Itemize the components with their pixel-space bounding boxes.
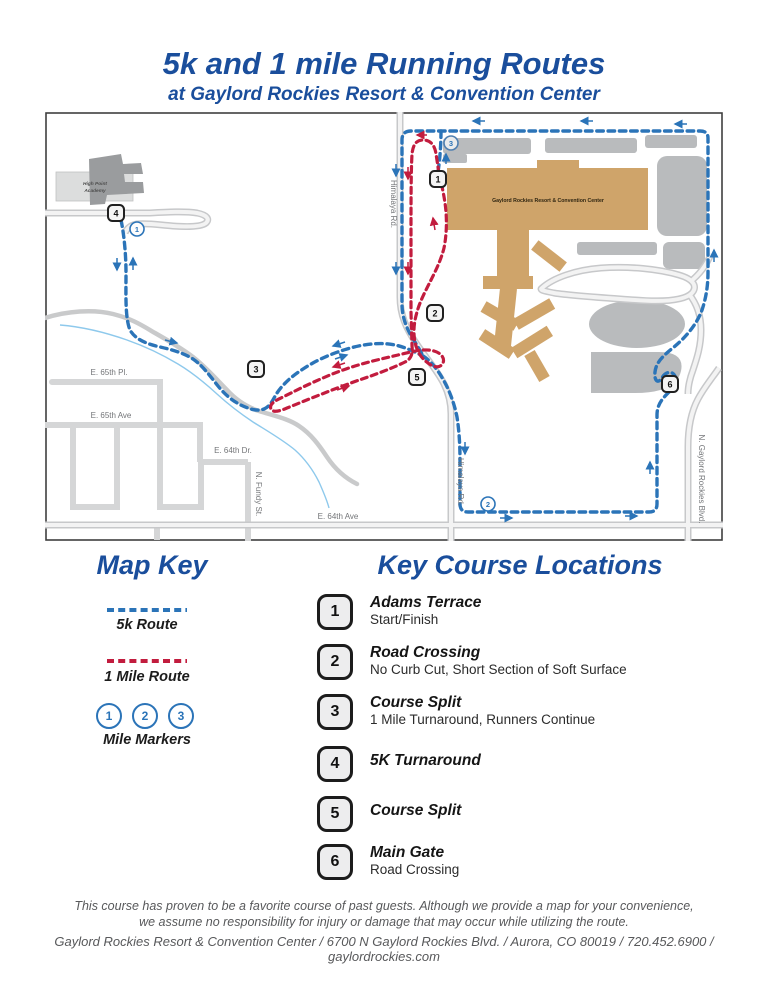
academy-label-line2: Academy <box>84 189 106 194</box>
location-badge-6: 6 <box>317 844 353 880</box>
legend-5k-dash-sample <box>104 607 190 613</box>
location-marker-3 <box>248 361 264 377</box>
location-title-6: Main Gate <box>370 844 445 861</box>
street-label-himalaya-south: Himalaya Rd. <box>456 457 465 507</box>
map-key-title: Map Key <box>96 550 208 580</box>
svg-text:2: 2 <box>485 499 491 509</box>
location-item-6 <box>317 844 717 880</box>
disclaimer-line1: This course has proven to be a favorite course of past guests. Although we provide a map for your convenience, <box>74 899 694 913</box>
location-marker-4 <box>108 205 124 221</box>
location-badge-3: 3 <box>317 694 353 730</box>
svg-text:1: 1 <box>134 224 140 234</box>
academy-label-line1: High Point <box>83 182 107 187</box>
street-label-e65ave: E. 65th Ave <box>90 411 132 420</box>
legend-mile-circle-3: 3 <box>168 703 194 729</box>
street-label-ngaylord: N. Gaylord Rockies Blvd. <box>697 434 706 524</box>
location-desc-6: Road Crossing <box>370 862 460 877</box>
legend-mile-circle-1: 1 <box>96 703 122 729</box>
svg-text:3: 3 <box>253 364 259 375</box>
location-desc-2: No Curb Cut, Short Section of Soft Surface <box>370 662 627 677</box>
location-marker-5 <box>409 369 425 385</box>
mile-marker-2 <box>481 497 495 511</box>
location-item-2 <box>317 644 717 680</box>
page-subtitle: at Gaylord Rockies Resort & Convention Center <box>168 84 600 105</box>
location-item-4 <box>317 746 717 782</box>
location-item-3 <box>317 694 717 730</box>
address-line: Gaylord Rockies Resort & Convention Center / 6700 N Gaylord Rockies Blvd. / Aurora, CO 80019 / 720.452.6900 / gaylordrockies.com <box>54 934 714 964</box>
mile-marker-1 <box>130 222 144 236</box>
svg-text:6: 6 <box>667 379 673 390</box>
location-desc-1: Start/Finish <box>370 612 439 627</box>
location-marker-1 <box>430 171 446 187</box>
location-item-1 <box>317 594 717 630</box>
street-label-e64ave: E. 64th Ave <box>317 512 359 521</box>
location-title-1: Adams Terrace <box>370 594 482 611</box>
street-label-e65pl: E. 65th Pl. <box>90 368 128 377</box>
location-title-3: Course Split <box>370 694 462 711</box>
location-title-5: Course Split <box>370 802 462 819</box>
key-course-locations-title: Key Course Locations <box>377 550 663 580</box>
location-desc-3: 1 Mile Turnaround, Runners Continue <box>370 712 596 727</box>
legend-mile-marker-circles <box>96 703 196 729</box>
route-map <box>45 112 723 541</box>
svg-text:4: 4 <box>113 208 119 219</box>
location-item-5 <box>317 796 717 832</box>
svg-text:5: 5 <box>414 372 420 383</box>
street-label-nfundy: N. Fundy St. <box>254 471 263 517</box>
disclaimer-line2: we assume no responsibility for injury or damage that may occur while utilizing the route. <box>139 915 629 929</box>
page-title: 5k and 1 mile Running Routes <box>162 46 606 81</box>
map-canvas <box>45 112 723 541</box>
location-marker-2 <box>427 305 443 321</box>
legend-mile-markers-label: Mile Markers <box>103 732 191 748</box>
location-marker-6 <box>662 376 678 392</box>
svg-text:3: 3 <box>448 138 454 148</box>
location-badge-2: 2 <box>317 644 353 680</box>
location-badge-4: 4 <box>317 746 353 782</box>
location-title-4: 5K Turnaround <box>370 752 481 769</box>
disclaimer-text <box>0 898 768 930</box>
mile-marker-3 <box>444 136 458 150</box>
location-badge-1: 1 <box>317 594 353 630</box>
street-label-e64dr: E. 64th Dr. <box>214 446 252 455</box>
legend-5k-label: 5k Route <box>116 617 178 633</box>
legend-mile-circle-2: 2 <box>132 703 158 729</box>
street-label-himalaya-north: Himalaya Rd. <box>389 179 398 229</box>
location-title-2: Road Crossing <box>370 644 481 661</box>
location-badge-5: 5 <box>317 796 353 832</box>
resort-label: Gaylord Rockies Resort & Convention Center <box>492 198 604 204</box>
svg-text:2: 2 <box>432 308 438 319</box>
legend-1mile-label: 1 Mile Route <box>104 669 190 685</box>
svg-text:1: 1 <box>435 174 441 185</box>
legend-1mile-dash-sample <box>104 658 190 664</box>
